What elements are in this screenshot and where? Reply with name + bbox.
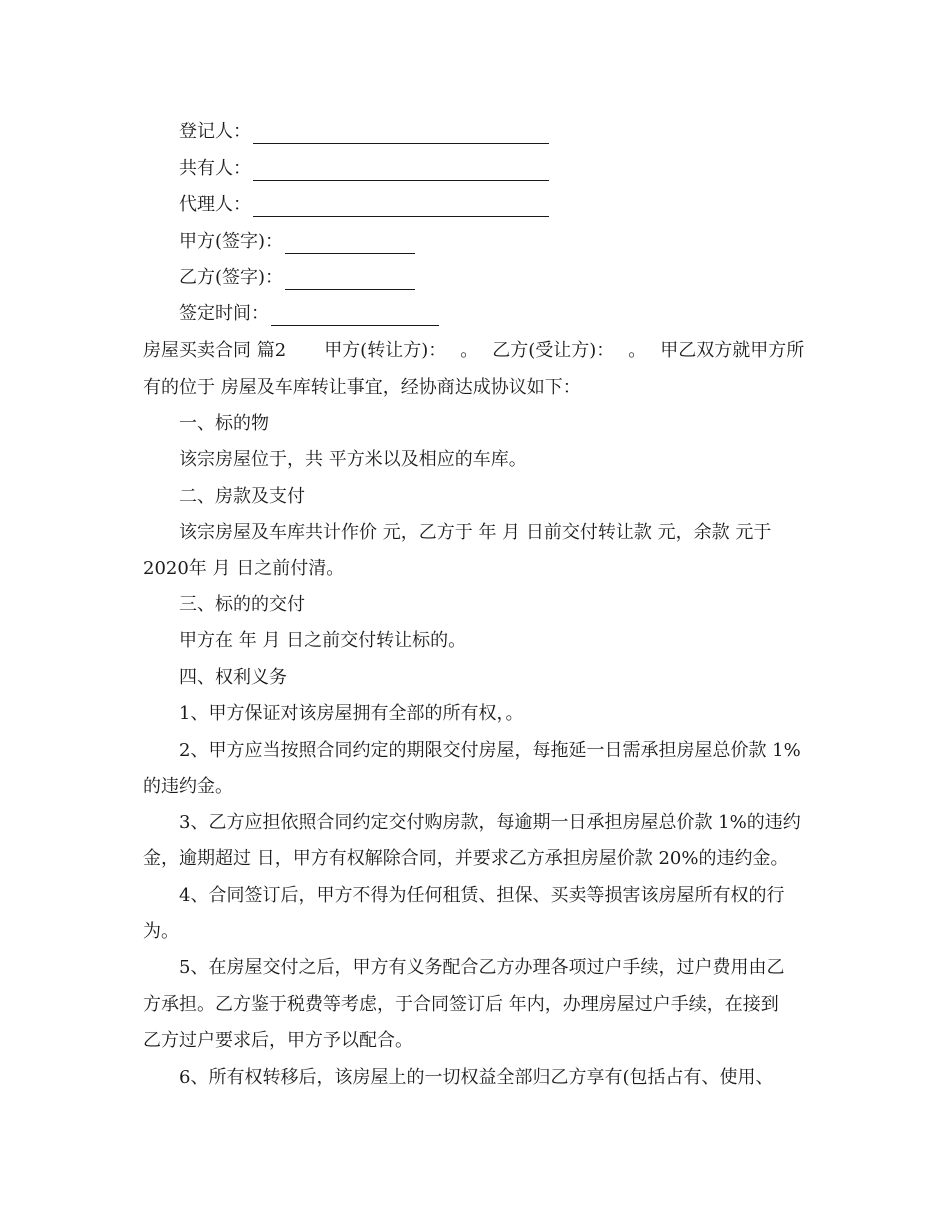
clause-item-2-line-2: 的违约金。 — [143, 776, 233, 797]
clause-item-5-line-2: 方承担。乙方鉴于税费等考虑，于合同签订后 年内，办理房屋过户手续，在接到 — [143, 994, 779, 1015]
clause-heading-1: 一、标的物 — [179, 413, 269, 434]
agent-field — [179, 193, 813, 217]
signing-date-field — [179, 302, 813, 326]
clause-paragraph-2-line-1: 该宗房屋及车库共计作价 元，乙方于 年 月 日前交付转让款 元，余款 元于 — [179, 522, 772, 543]
party-a-signature-label: 甲方(签字)： — [179, 231, 284, 252]
clause-item-6-line-1: 6、所有权转移后，该房屋上的一切权益全部归乙方享有(包括占有、使用、 — [179, 1067, 774, 1088]
clause-paragraph-2-line-2: 2020年 月 日之前付清。 — [143, 558, 345, 579]
party-b-signature-blank[interactable] — [285, 271, 415, 290]
clause-item-4-line-1: 4、合同签订后，甲方不得为任何租赁、担保、买卖等损害该房屋所有权的行 — [179, 885, 785, 906]
registrant-label: 登记人： — [179, 121, 251, 142]
signing-date-label: 签定时间： — [179, 303, 269, 324]
clause-item-1: 1、甲方保证对该房屋拥有全部的所有权，。 — [179, 703, 524, 724]
co-owner-field — [179, 157, 813, 181]
clause-paragraph-1: 该宗房屋位于，共 平方米以及相应的车库。 — [179, 449, 527, 470]
clause-heading-2: 二、房款及支付 — [179, 486, 305, 507]
agent-blank[interactable] — [253, 198, 549, 217]
clause-item-3-line-2: 金，逾期超过 日，甲方有权解除合同，并要求乙方承担房屋价款 20%的违约金。 — [143, 848, 789, 869]
separator: 。 — [460, 340, 479, 361]
registrant-field — [179, 120, 813, 144]
intro-line-2: 有的位于 房屋及车库转让事宜，经协商达成协议如下： — [143, 377, 581, 398]
signing-date-blank[interactable] — [271, 307, 439, 326]
party-b-label: 乙方(受让方)： — [492, 340, 615, 361]
party-a-label: 甲方(转让方)： — [324, 340, 447, 361]
co-owner-blank[interactable] — [253, 162, 549, 181]
clause-heading-4: 四、权利义务 — [179, 667, 287, 688]
party-a-signature-field — [179, 230, 813, 254]
clause-item-4-line-2: 为。 — [143, 921, 179, 942]
registrant-blank[interactable] — [253, 125, 549, 144]
intro-text: 甲乙双方就甲方所 — [660, 340, 805, 361]
party-b-signature-label: 乙方(签字)： — [179, 267, 284, 288]
clause-item-5-line-1: 5、在房屋交付之后，甲方有义务配合乙方办理各项过户手续，过户费用由乙 — [179, 957, 785, 978]
clause-paragraph-3: 甲方在 年 月 日之前交付转让标的。 — [179, 630, 467, 651]
agent-label: 代理人： — [179, 194, 251, 215]
party-b-signature-field — [179, 266, 813, 290]
party-a-signature-blank[interactable] — [285, 235, 415, 254]
clause-heading-3: 三、标的的交付 — [179, 594, 305, 615]
clause-item-3-line-1: 3、乙方应担依照合同约定交付购房款，每逾期一日承担房屋总价款 1%的违约 — [179, 812, 801, 833]
clause-item-5-line-3: 乙方过户要求后，甲方予以配合。 — [143, 1030, 413, 1051]
co-owner-label: 共有人： — [179, 158, 251, 179]
separator: 。 — [628, 340, 647, 361]
section-title: 房屋买卖合同 篇2 — [143, 340, 287, 361]
intro-line-1 — [143, 339, 813, 363]
clause-item-2-line-1: 2、甲方应当按照合同约定的期限交付房屋，每拖延一日需承担房屋总价款 1% — [179, 740, 801, 761]
